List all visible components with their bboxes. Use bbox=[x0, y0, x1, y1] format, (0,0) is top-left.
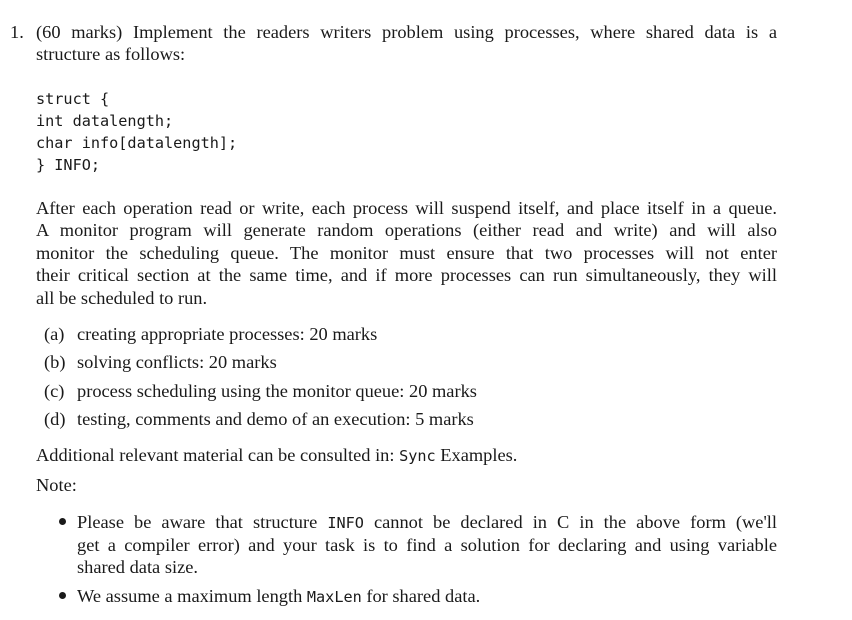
additional-prefix: Additional relevant material can be consulted in: bbox=[36, 445, 400, 465]
paragraph-line: After each operation read or write, each process will suspend itself, and place itself in a queue. bbox=[36, 198, 777, 218]
code-line: } INFO; bbox=[36, 156, 101, 174]
subpart-text: solving conflicts: 20 marks bbox=[77, 352, 277, 372]
sync-code-text: Sync bbox=[399, 447, 436, 465]
code-line: char info[datalength]; bbox=[36, 134, 238, 152]
code-line: int datalength; bbox=[36, 112, 174, 130]
additional-suffix: Examples. bbox=[435, 445, 518, 465]
bullet-dot-icon bbox=[59, 518, 66, 525]
subpart-text: creating appropriate processes: 20 marks bbox=[77, 324, 378, 344]
subpart-text: testing, comments and demo of an execution: 5 marks bbox=[77, 409, 474, 429]
question-header-line-1: (60 marks) Implement the readers writers problem using processes, where shared data is a bbox=[36, 22, 777, 42]
question-number: 1. bbox=[10, 22, 24, 42]
paragraph-line: their critical section at the same time, and if more processes can run simultaneously, they will bbox=[36, 265, 777, 285]
paragraph-line: A monitor program will generate random operations (either read and write) and will also bbox=[36, 220, 777, 240]
bullet-text: Please be aware that structure bbox=[77, 512, 328, 532]
bullet-text: for shared data. bbox=[361, 586, 481, 606]
bullet-line: get a compiler error) and your task is to find a solution for declaring and using variable bbox=[77, 535, 777, 555]
subpart-label: (d) bbox=[44, 409, 66, 429]
bullet-line bbox=[77, 585, 480, 608]
code-line: struct { bbox=[36, 90, 110, 108]
subpart-label: (a) bbox=[44, 324, 65, 344]
maxlen-code-text: MaxLen bbox=[306, 588, 362, 606]
subpart-text: process scheduling using the monitor queue: 20 marks bbox=[77, 381, 477, 401]
bullet-line bbox=[77, 511, 777, 534]
info-code-text: INFO bbox=[327, 514, 364, 532]
bullet-dot-icon bbox=[59, 592, 66, 599]
paragraph-line: monitor the scheduling queue. The monitor must ensure that two processes will not enter bbox=[36, 243, 777, 263]
question-header-line-2: structure as follows: bbox=[36, 44, 186, 64]
bullet-text: We assume a maximum length bbox=[77, 586, 307, 606]
subpart-label: (c) bbox=[44, 381, 65, 401]
bullet-text: cannot be declared in C in the above form (we'll bbox=[363, 512, 778, 532]
subpart-label: (b) bbox=[44, 352, 66, 372]
note-label: Note: bbox=[36, 475, 77, 495]
paragraph-line: all be scheduled to run. bbox=[36, 288, 208, 308]
additional-material-line bbox=[36, 444, 517, 467]
bullet-line: shared data size. bbox=[77, 557, 199, 577]
